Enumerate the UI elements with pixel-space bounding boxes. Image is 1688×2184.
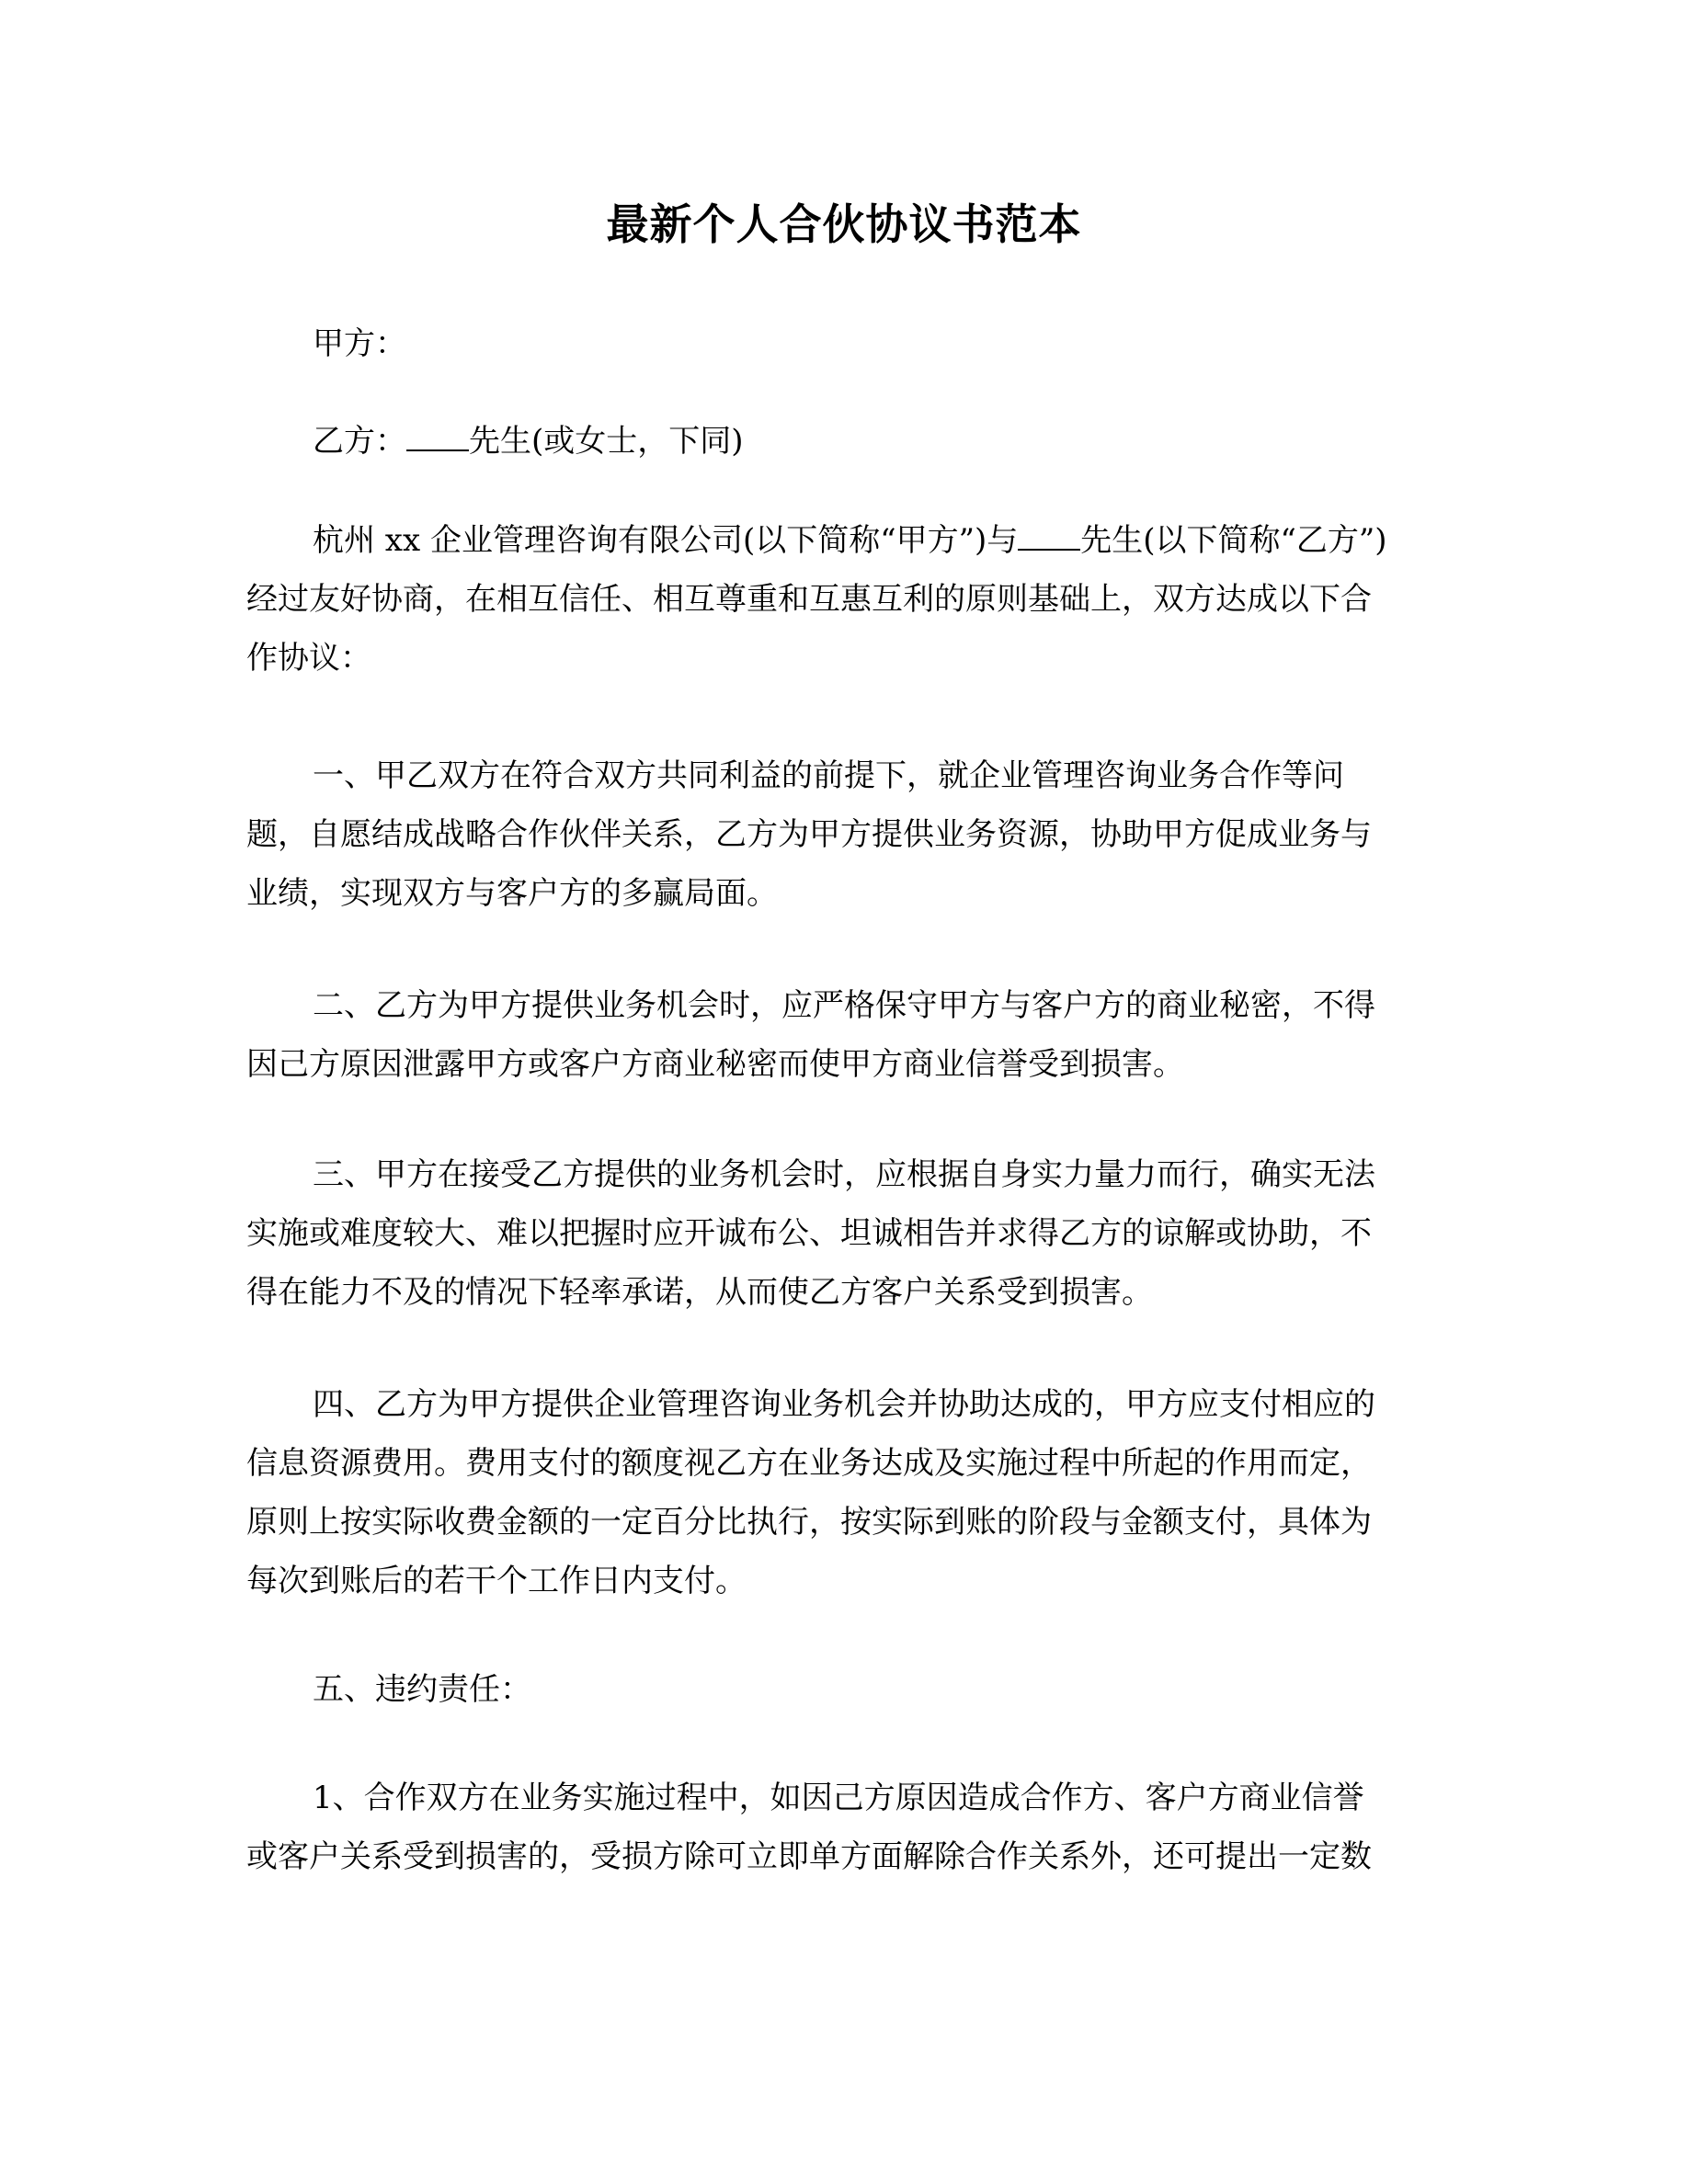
clause-line: 实施或难度较大、难以把握时应开诚布公、坦诚相告并求得乙方的谅解或协助，不 bbox=[246, 1215, 1372, 1252]
clause-line: 每次到账后的若干个工作日内支付。 bbox=[246, 1563, 747, 1599]
clause-line: 1、合作双方在业务实施过程中，如因己方原因造成合作方、客户方商业信誉 bbox=[313, 1780, 1364, 1816]
name-blank bbox=[1018, 521, 1080, 551]
party-a-label: 甲方： bbox=[313, 325, 406, 362]
clause-line: 业绩，实现双方与客户方的多赢局面。 bbox=[246, 875, 778, 912]
clause-line: 信息资源费用。费用支付的额度视乙方在业务达成及实施过程中所起的作用而定， bbox=[246, 1445, 1372, 1482]
clause-line: 一、甲乙双方在符合双方共同利益的前提下，就企业管理咨询业务合作等问 bbox=[313, 757, 1344, 794]
clause-2 bbox=[246, 976, 1442, 1094]
clause-line: 得在能力不及的情况下轻率承诺，从而使乙方客户关系受到损害。 bbox=[246, 1274, 1153, 1311]
party-a-line bbox=[246, 314, 1442, 373]
clause-heading: 五、违约责任： bbox=[313, 1671, 531, 1708]
clause-line: 题，自愿结成战略合作伙伴关系，乙方为甲方提供业务资源，协助甲方促成业务与 bbox=[246, 816, 1372, 853]
clause-5-heading bbox=[246, 1660, 1442, 1719]
clause-1 bbox=[246, 746, 1442, 923]
intro-line-3: 作协议： bbox=[246, 640, 371, 677]
party-b-suffix: 先生(或女士，下同) bbox=[469, 423, 744, 460]
clause-line: 二、乙方为甲方提供业务机会时，应严格保守甲方与客户方的商业秘密，不得 bbox=[313, 987, 1375, 1024]
clause-line: 四、乙方为甲方提供企业管理咨询业务机会并协助达成的，甲方应支付相应的 bbox=[313, 1386, 1375, 1423]
intro-line-1 bbox=[246, 511, 1442, 570]
clause-5-item-1 bbox=[246, 1769, 1442, 1886]
clause-line: 原则上按实际收费金额的一定百分比执行，按实际到账的阶段与金额支付，具体为 bbox=[246, 1504, 1372, 1541]
intro-line-1-b: 先生(以下简称“乙方”) bbox=[1080, 522, 1387, 559]
clause-line: 因己方原因泄露甲方或客户方商业秘密而使甲方商业信誉受到损害。 bbox=[246, 1046, 1184, 1083]
document-title: 最新个人合伙协议书范本 bbox=[606, 199, 1082, 249]
clause-4 bbox=[246, 1375, 1442, 1610]
name-blank bbox=[406, 422, 469, 451]
party-b-text bbox=[246, 412, 1442, 471]
clause-3 bbox=[246, 1145, 1442, 1322]
clause-line: 三、甲方在接受乙方提供的业务机会时，应根据自身实力量力而行，确实无法 bbox=[313, 1156, 1375, 1193]
intro-line-2: 经过友好协商，在相互信任、相互尊重和互惠互利的原则基础上，双方达成以下合 bbox=[246, 581, 1372, 618]
intro-line-1-a: 杭州 xx 企业管理咨询有限公司(以下简称“甲方”)与 bbox=[313, 522, 1019, 559]
party-b-prefix: 乙方： bbox=[313, 423, 406, 460]
party-b-line bbox=[246, 412, 1442, 471]
intro-paragraph bbox=[246, 511, 1442, 688]
clause-line: 或客户关系受到损害的，受损方除可立即单方面解除合作关系外，还可提出一定数 bbox=[246, 1838, 1372, 1875]
